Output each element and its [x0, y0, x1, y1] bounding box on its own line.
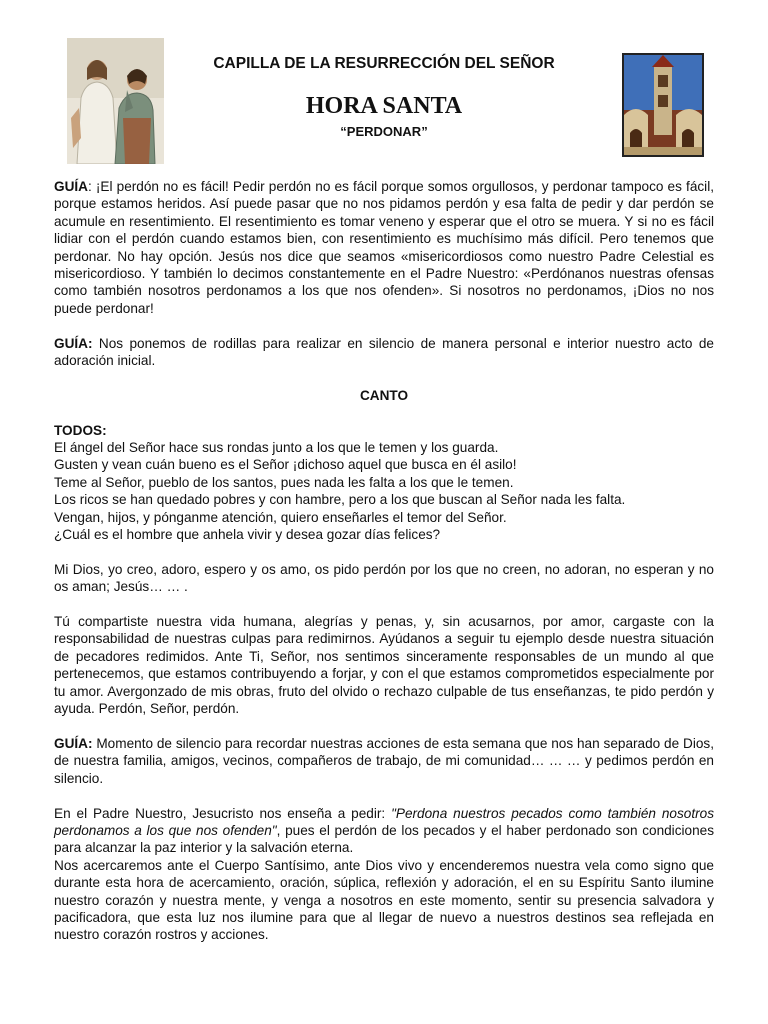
guia-text: : ¡El perdón no es fácil! Pedir perdón no es fácil porque somos orgullosos, y perdonar tampoco es fácil, porque estamos heridos. Así puede pasar que no nos pidamos perdón y esa falta de pedir y dar perdón se acumule en resentimiento. El resentimiento es tomar veneno y esperar que el otro se muera. Y si no es fácil lidiar con el perdón cuando estamos bien, con resentimiento es muchísimo más difícil. Pero tenemos que perdonar. No hay opción. Jesús nos dice que seamos «misericordiosos como nuestro Padre Celestial es misericordioso. Y también lo decimos constantemente en el Padre Nuestro: «Perdónanos nuestras ofensas como también nosotros perdonamos a los que nos ofenden». Si nosotros no perdonamos, ¡Dios no nos puede perdonar! — [54, 179, 714, 316]
todos-line: Teme al Señor, pueblo de los santos, pues nada les falta a los que le temen. — [54, 474, 514, 490]
guia-text: Nos ponemos de rodillas para realizar en silencio de manera personal e interior nuestro acto de adoración inicial. — [54, 335, 714, 369]
padre-quote: "Perdona nuestros pecados como también nosotros perdonamos a los que nos ofenden" — [54, 805, 714, 838]
page-title: HORA SANTA — [305, 93, 463, 119]
mi-dios-paragraph: Mi Dios, yo creo, adoro, espero y os amo, os pido perdón por los que no creen, no adoran, no esperan y no os aman; Jesús… … . — [54, 561, 714, 595]
jesus-illustration — [67, 38, 164, 164]
chapel-name: CAPILLA DE LA RESURRECCIÓN DEL SEÑOR — [213, 55, 555, 72]
todos-line: Vengan, hijos, y pónganme atención, quiero enseñarles el temor del Señor. — [54, 509, 507, 525]
padre-nuestro-paragraph — [54, 805, 714, 857]
padre-intro: En el Padre Nuestro, Jesucristo nos enseña a pedir: — [54, 805, 392, 821]
todos-line: El ángel del Señor hace sus rondas junto a los que le temen y los guarda. — [54, 440, 499, 456]
todos-block — [54, 422, 714, 544]
nos-acercaremos-paragraph: Nos acercaremos ante el Cuerpo Santísimo, ante Dios vivo y encenderemos nuestra vela como signo que durante esta hora de acercamiento, oración, súplica, reflexión y adoración, el en su Espíritu Santo ilumine nuestro corazón y nuestra mente, y venga a nosotros en este momento, sentir su presencia salvadora y pacificadora, que esta luz nos ilumine para que al llegar de nuevo a nuestros destinos sea reflejada en nuestro corazón rostros y acciones. — [54, 857, 714, 943]
document-body — [54, 178, 714, 961]
guia-label: GUÍA: — [54, 735, 93, 751]
guia-label: GUÍA — [54, 179, 88, 194]
page-subtitle: “PERDONAR” — [340, 124, 428, 139]
todos-label: TODOS: — [54, 422, 107, 438]
guia-paragraph-2 — [54, 335, 714, 370]
todos-line: Gusten y vean cuán bueno es el Señor ¡dichoso aquel que busca en él asilo! — [54, 457, 517, 473]
guia-text: Momento de silencio para recordar nuestras acciones de esta semana que nos han separado de Dios, de nuestra familia, amigos, vecinos, compañeros de trabajo, de mi comunidad… … … y pedimos perdón en silencio. — [54, 735, 714, 786]
todos-line: Los ricos se han quedado pobres y con hambre, pero a los que buscan al Señor nada les falta. — [54, 492, 626, 508]
tu-compartiste-paragraph: Tú compartiste nuestra vida humana, alegrías y penas, y, sin acusarnos, por amor, cargaste con la responsabilidad de nuestras culpas para redimirnos. Ayúdanos a seguir tu ejemplo desde nuestra situación de pecadores redimidos. Ante Ti, Señor, nos sentimos sinceramente responsables de un mundo al que pertenecemos, que estamos contribuyendo a forjar, y con el que estamos comprometidos especialmente por tu amor. Avergonzado de mis obras, fruto del olvido o rechazo culpable de tus enseñanzas, te pido perdón y ayuda. Perdón, Señor, perdón. — [54, 614, 714, 717]
guia-label: GUÍA: — [54, 335, 93, 351]
guia-paragraph-1 — [54, 178, 714, 317]
canto-heading: CANTO — [359, 387, 409, 403]
chapel-photo — [622, 53, 704, 157]
padre-rest: , pues el perdón de los pecados y el haber perdonado son condiciones para alcanzar la paz interior y la salvación eterna. — [54, 822, 714, 856]
guia-paragraph-3 — [54, 735, 714, 787]
todos-line: ¿Cuál es el hombre que anhela vivir y desea gozar días felices? — [54, 527, 441, 543]
